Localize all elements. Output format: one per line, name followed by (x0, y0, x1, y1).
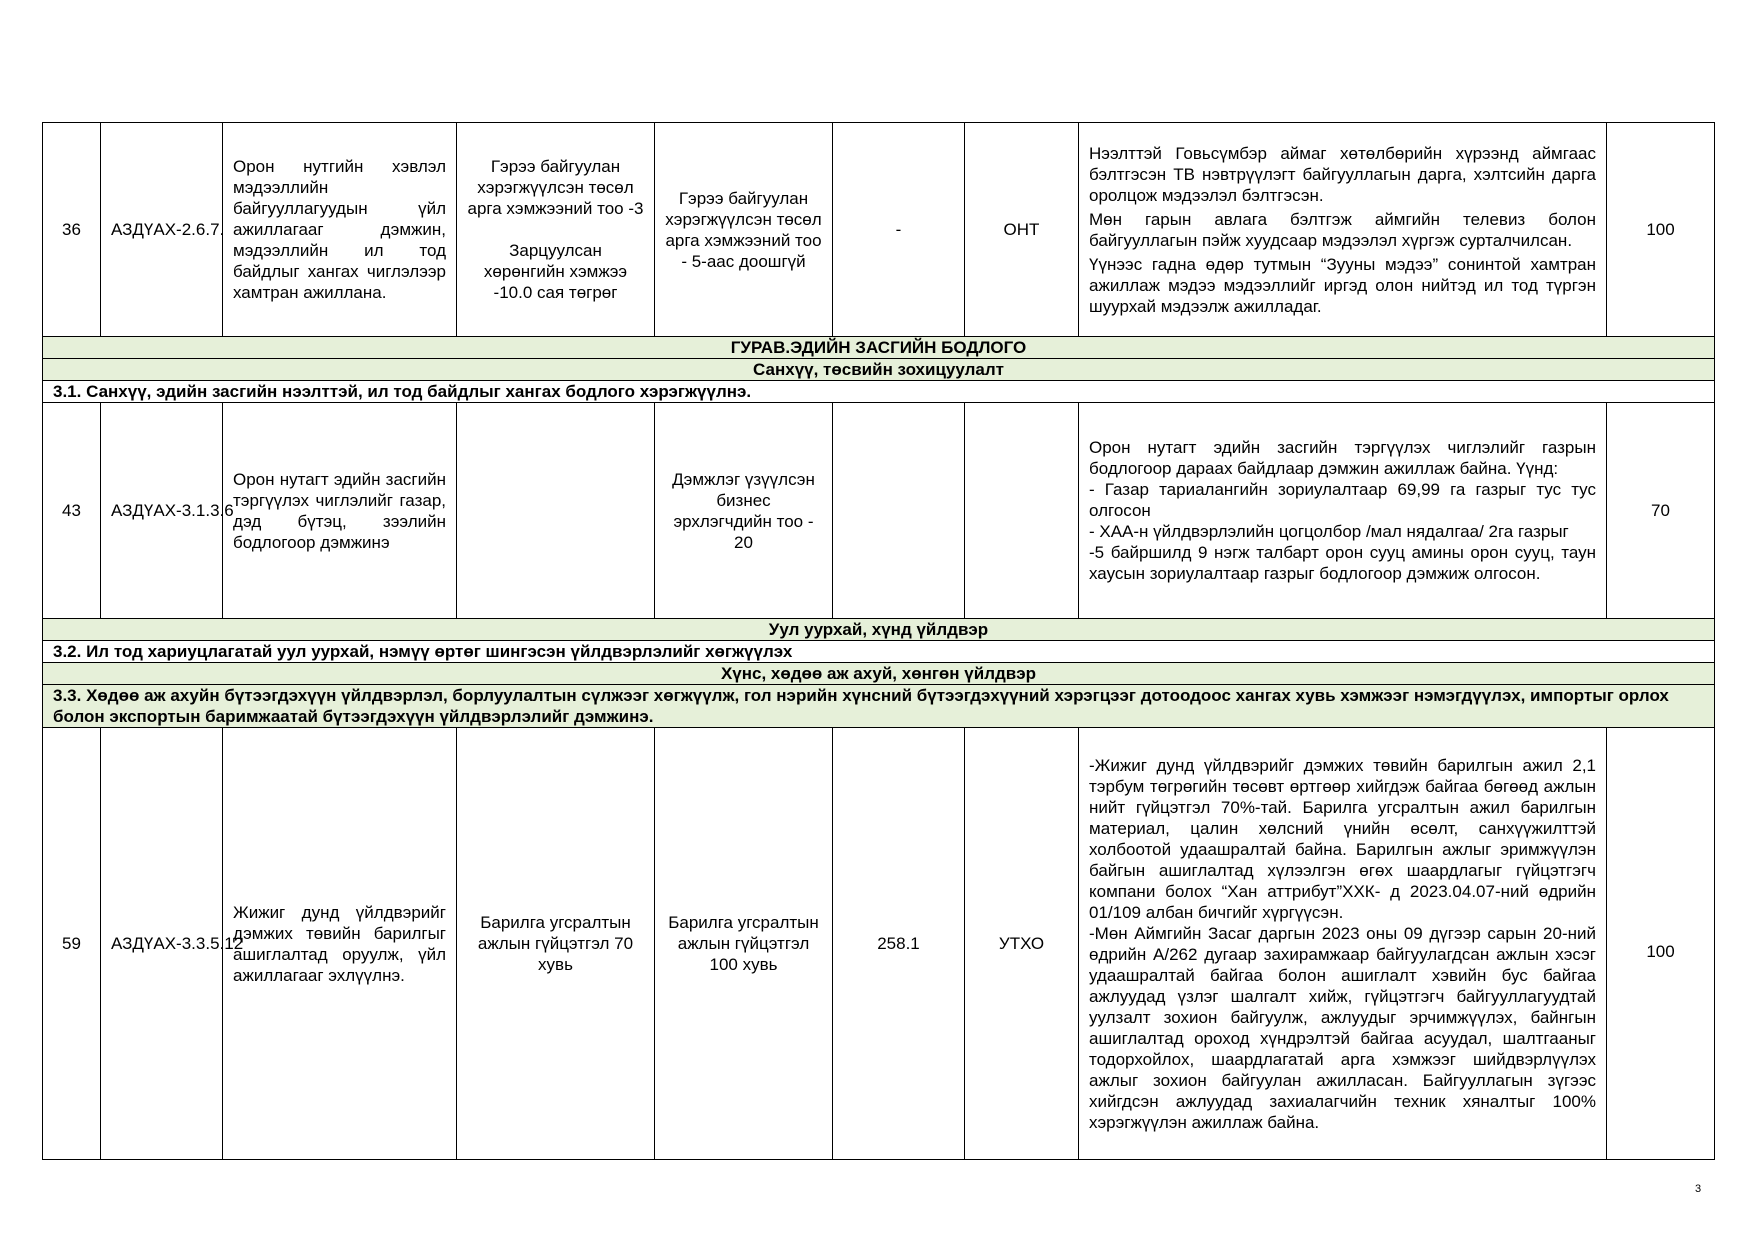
subsection-header-row (43, 359, 1715, 381)
indicator-cell (457, 123, 655, 337)
action-code: АЗДҮАХ-3.3.5.12 (101, 728, 223, 1160)
score-value: 100 (1607, 123, 1715, 337)
report-line: Орон нутагт эдийн засгийн тэргүүлэх чиглэлийг газрын бодлогоор дараах байдлаар дэмжин ажиллаж байна. Үүнд: (1089, 438, 1596, 478)
budget-value: 258.1 (833, 728, 965, 1160)
report-paragraph: Мөн гарын авлага бэлтгэж аймгийн телевиз болон байгууллагын пэйж хуудсаар мэдээлэл хүргэж сурталчилсан. (1089, 209, 1596, 250)
subsection-title: Хүнс, хөдөө аж ахуй, хөнгөн үйлдвэр (43, 663, 1715, 685)
report-text (1079, 403, 1607, 619)
subsection-header-row (43, 663, 1715, 685)
report-paragraph: -Мөн Аймгийн Засаг даргын 2023 оны 09 дүгээр сарын 20-ний өдрийн А/262 дугаар захирамжаар байгуулагдсан ажлын хэсэг удаашралтай байгаа болон ашиглалт хэвийн бус байгаа ажлуудад үзлэг шалгалт хийж, гүйцэтгэгч байгууллагуудтай уулзалт зохион байгуулж, ажлуудыг эрчимжүүлэх, байнгын ашиглалтад ороход хүндрэлтэй байгаа асуудал, шалтгааныг тодорхойлох, шаардлагатай арга хэмжээг шийдвэрлүүлэх ажлыг зохион байгуулан ажилласан. Байгууллагын зүгээс хийгдсэн ажлуудад захиалагчийн техник хяналтыг 100% хэрэгжүүлэн ажиллаж байна. (1089, 923, 1596, 1132)
table-row-36 (43, 123, 1715, 337)
indicator-line: Гэрээ байгуулан хэрэгжүүлсэн төсөл арга хэмжээний тоо -3 (467, 157, 644, 218)
row-number: 59 (43, 728, 101, 1160)
funding-source (965, 403, 1079, 619)
target-text: Дэмжлэг үзүүлсэн бизнес эрхлэгчдийн тоо - 20 (655, 403, 833, 619)
budget-value: - (833, 123, 965, 337)
report-paragraph: Нээлттэй Говьсүмбэр аймаг хөтөлбөрийн хүрээнд аймгаас бэлтгэсэн ТВ нэвтрүүлэгт байгууллагын дарга, хэлтсийн дарга оролцож мэдээлэл бэлтгэсэн. (1089, 143, 1596, 205)
goal-row (43, 641, 1715, 663)
report-paragraph: Үүнээс гадна өдөр тутмын “Зууны мэдээ” сонинтой хамтран ажиллаж мэдээ мэдээллийг иргэд олон нийтэд ил тод түргэн шуурхай мэдээлж ажилладаг. (1089, 254, 1596, 316)
row-number: 36 (43, 123, 101, 337)
action-text: Жижиг дунд үйлдвэрийг дэмжих төвийн барилгыг ашиглалтад оруулж, үйл ажиллагааг эхлүүлнэ. (223, 728, 457, 1160)
report-line: -5 байршилд 9 нэгж талбарт орон сууц амины орон сууц, таун хаусын зориулалтаар газрыг бодлогоор дэмжиж олгосон. (1089, 543, 1596, 583)
report-text (1079, 123, 1607, 337)
target-text: Барилга угсралтын ажлын гүйцэтгэл 100 хувь (655, 728, 833, 1160)
page-number: 3 (1695, 1183, 1702, 1195)
indicator-line: Зарцуулсан хөрөнгийн хэмжээ -10.0 сая төгрөг (483, 241, 628, 302)
table-row-59 (43, 728, 1715, 1160)
report-paragraph: -Жижиг дунд үйлдвэрийг дэмжих төвийн барилгын ажил 2,1 тэрбум төгрөгийн төсөвт өртгөөр хийгдэж байгаа бөгөөд ажлын нийт гүйцэтгэл 70%-тай. Барилга угсралтын ажил барилгын материал, цалин хөлсний үнийн өсөлт, санхүүжилттэй холбоотой удаашралтай байна. Барилгын ажлыг эримжүүлэн байгын ашиглалтад хүлээлгэн өгөх шаардлагыг гүйцэтгэгч компани болох “Хан аттрибут”ХХК- д 2023.04.07-ний өдрийн 01/109 албан бичгийг хүргүүсэн. (1089, 755, 1596, 922)
score-value: 100 (1607, 728, 1715, 1160)
action-text: Орон нутагт эдийн засгийн тэргүүлэх чиглэлийг газар, дэд бүтэц, зээлийн бодлогоор дэмжинэ (223, 403, 457, 619)
report-line: - Газар тариалангийн зориулалтаар 69,99 га газрыг тус тус олгосон (1089, 480, 1596, 520)
action-code: АЗДҮАХ-2.6.7. (101, 123, 223, 337)
funding-source: УТХО (965, 728, 1079, 1160)
goal-title: 3.2. Ил тод хариуцлагатай уул уурхай, нэмүү өртөг шингэсэн үйлдвэрлэлийг хөгжүүлэх (43, 641, 1715, 663)
subsection-title: Уул уурхай, хүнд үйлдвэр (43, 619, 1715, 641)
budget-value (833, 403, 965, 619)
goal-row (43, 685, 1715, 728)
indicator-cell (457, 403, 655, 619)
subsection-title: Санхүү, төсвийн зохицуулалт (43, 359, 1715, 381)
goal-title: 3.1. Санхүү, эдийн засгийн нээлттэй, ил тод байдлыг хангах бодлого хэрэгжүүлнэ. (43, 381, 1715, 403)
report-line: - ХАА-н үйлдвэрлэлийн цогцолбор /мал нядалгаа/ 2га газрыг (1089, 522, 1569, 541)
funding-source: ОНТ (965, 123, 1079, 337)
action-text: Орон нутгийн хэвлэл мэдээллийн байгууллагуудын үйл ажиллагааг дэмжин, мэдээллийн ил тод байдлыг хангах чиглэлээр хамтран ажиллана. (223, 123, 457, 337)
action-code: АЗДҮАХ-3.1.3.6 (101, 403, 223, 619)
row-number: 43 (43, 403, 101, 619)
target-text: Гэрээ байгуулан хэрэгжүүлсэн төсөл арга хэмжээний тоо - 5-аас доошгүй (655, 123, 833, 337)
subsection-header-row (43, 619, 1715, 641)
score-value: 70 (1607, 403, 1715, 619)
report-text (1079, 728, 1607, 1160)
section-header-row (43, 337, 1715, 359)
goal-title: 3.3. Хөдөө аж ахуйн бүтээгдэхүүн үйлдвэрлэл, борлуулалтын сүлжээг хөгжүүлж, гол нэрийн хүнсний бүтээгдэхүүний хэрэгцээг дотоодоос хангах хувь хэмжээг нэмэгдүүлэх, импортыг орлох болон экспортын баримжаатай бүтээгдэхүүн үйлдвэрлэлийг дэмжинэ. (43, 685, 1715, 728)
indicator-cell: Барилга угсралтын ажлын гүйцэтгэл 70 хувь (457, 728, 655, 1160)
section-title: ГУРАВ.ЭДИЙН ЗАСГИЙН БОДЛОГО (43, 337, 1715, 359)
monitoring-table (42, 122, 1715, 1160)
table-row-43 (43, 403, 1715, 619)
goal-row (43, 381, 1715, 403)
